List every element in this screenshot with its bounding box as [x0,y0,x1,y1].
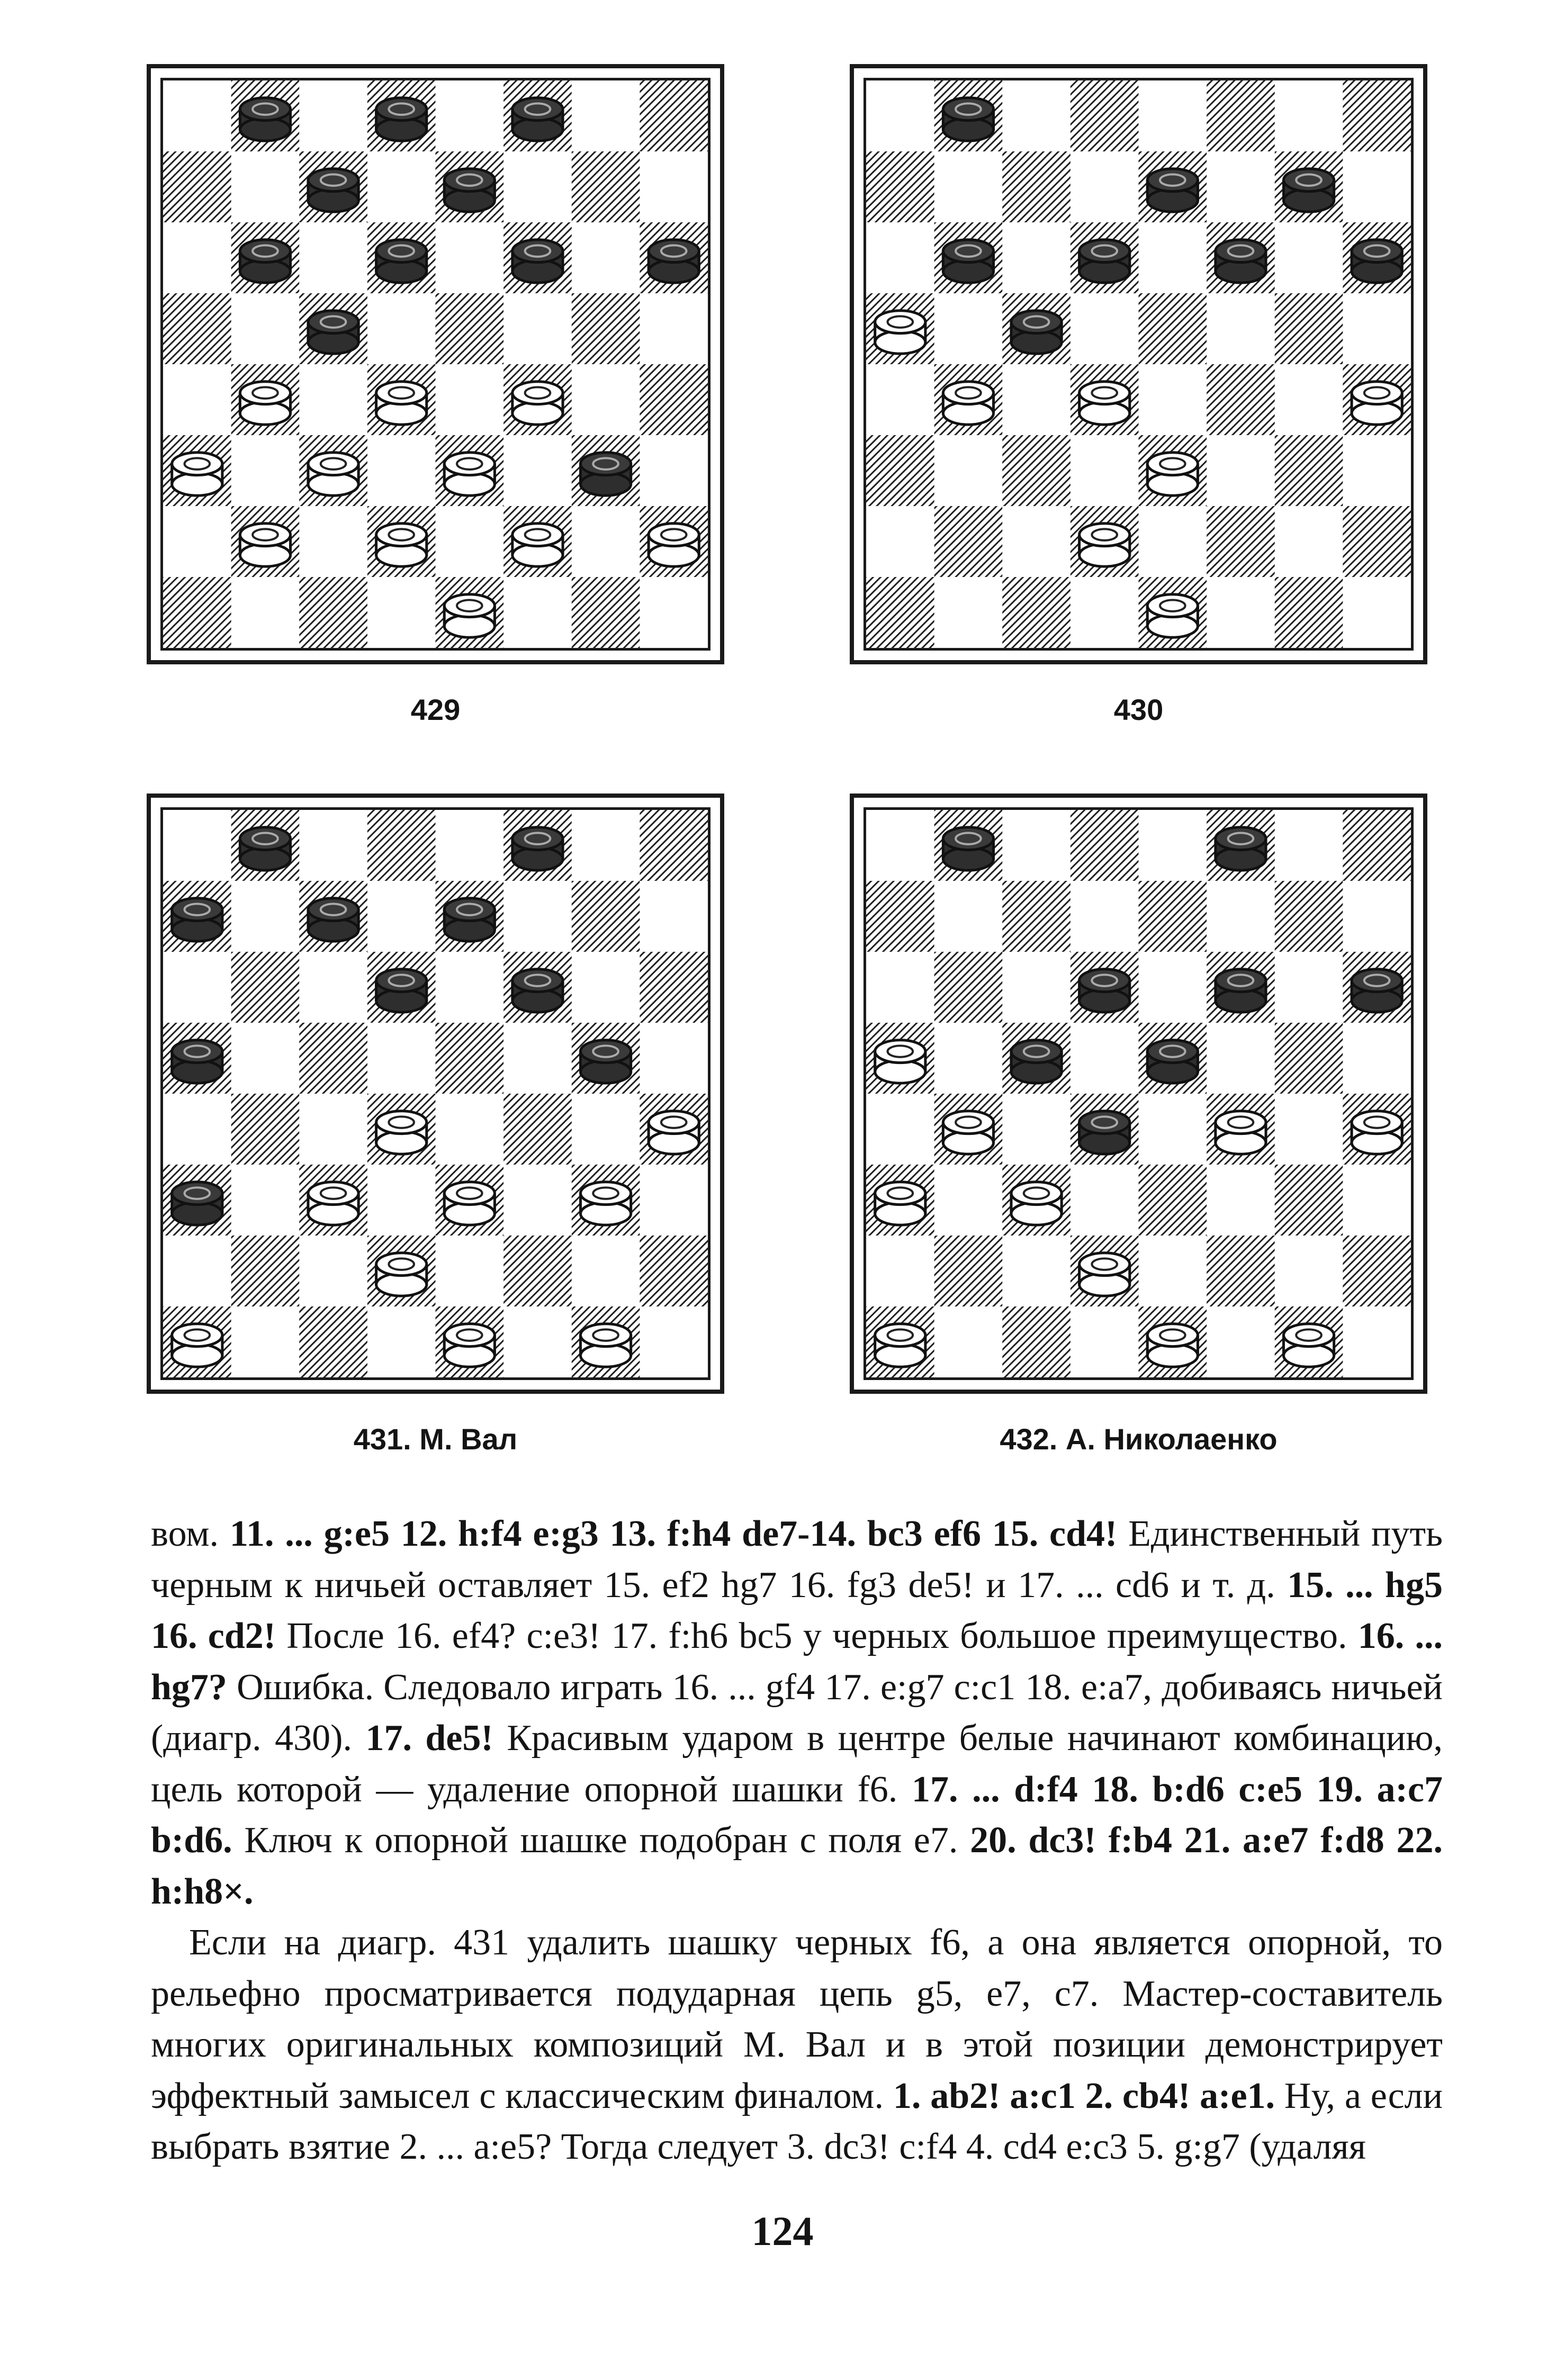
light-square [436,1094,504,1165]
light-square [1002,364,1071,436]
dark-square [299,1306,367,1377]
light-square [572,1236,640,1307]
dark-square [503,1094,572,1165]
white-piece[interactable] [875,311,925,354]
light-square [572,80,640,152]
diagram-430-board [850,64,1427,664]
light-square [231,435,300,507]
page-number: 124 [751,2208,814,2254]
body-text [151,1509,1443,2173]
black-piece[interactable] [240,827,290,870]
light-square [1002,80,1071,152]
paragraph [151,1509,1443,1917]
light-square [367,435,436,507]
light-square [866,364,934,436]
light-square [1139,1094,1207,1165]
white-piece[interactable] [1147,1324,1198,1367]
black-piece[interactable] [376,240,427,283]
dark-square [934,506,1003,578]
black-piece[interactable] [1080,969,1130,1012]
black-piece[interactable] [240,240,290,283]
light-square [436,364,504,436]
dark-square [1002,435,1071,507]
black-piece[interactable] [1080,240,1130,283]
dark-square [1275,881,1343,952]
dark-square [231,1236,300,1307]
light-square [1139,222,1207,294]
light-square [1343,293,1411,365]
light-square [231,1023,300,1094]
light-square [231,1306,300,1377]
black-piece[interactable] [1283,169,1334,212]
light-square [1139,506,1207,578]
light-square [231,881,300,952]
light-square [866,1236,934,1307]
dark-square [640,810,708,881]
dark-square [1139,1165,1207,1236]
dark-square [934,1236,1003,1307]
white-piece[interactable] [1352,382,1402,425]
white-piece[interactable] [1216,1111,1266,1154]
dark-square [163,577,231,648]
dark-square [934,952,1003,1023]
light-square [1071,1165,1139,1236]
light-square [572,952,640,1023]
dark-square [1207,506,1275,578]
move-notation: 1. ab2! a:c1 2. cb4! a:e1. [893,2075,1275,2116]
light-square [1275,506,1343,578]
white-piece[interactable] [875,1182,925,1225]
light-square [1071,1306,1139,1377]
light-square [1139,952,1207,1023]
white-piece[interactable] [172,1324,222,1367]
diagram-431-board [147,794,724,1394]
white-piece[interactable] [444,1324,494,1367]
diagram-432-board [850,794,1427,1394]
light-square [1275,222,1343,294]
light-square [1343,1306,1411,1377]
light-square [163,80,231,152]
white-piece[interactable] [376,1111,427,1154]
light-square [1002,810,1071,881]
white-piece[interactable] [512,382,563,425]
light-square [231,293,300,365]
light-square [1071,151,1139,223]
white-piece[interactable] [308,1182,358,1225]
board-svg [866,810,1411,1377]
dark-square [503,1236,572,1307]
light-square [572,506,640,578]
light-square [640,577,708,648]
light-square [163,222,231,294]
black-piece[interactable] [172,898,222,941]
light-square [1071,435,1139,507]
light-square [1343,1023,1411,1094]
light-square [503,1306,572,1377]
dark-square [572,293,640,365]
black-piece[interactable] [1011,1040,1062,1083]
light-square [367,881,436,952]
black-piece[interactable] [308,311,358,354]
board-svg [163,80,708,648]
dark-square [640,952,708,1023]
dark-square [866,151,934,223]
light-square [572,810,640,881]
light-square [640,293,708,365]
dark-square [436,1023,504,1094]
light-square [436,80,504,152]
dark-square [1207,80,1275,152]
white-piece[interactable] [943,382,993,425]
text-run: Если на диагр. 431 удалить шашку черных f6, а она является опорной, то рельефно просматривается подударная цепь g5, e7, c7. Мастер-составитель многих оригинальных композиций М. Вал и в этой позиции демонстрирует эффектный замысел с классическим финалом. [151,1922,1443,2116]
dark-square [572,577,640,648]
dark-square [1071,80,1139,152]
dark-square [1002,577,1071,648]
light-square [436,506,504,578]
light-square [299,1094,367,1165]
light-square [163,952,231,1023]
light-square [163,1094,231,1165]
dark-square [1207,364,1275,436]
dark-square [1343,810,1411,881]
light-square [367,1023,436,1094]
black-piece[interactable] [172,1182,222,1225]
white-piece[interactable] [1147,453,1198,495]
dark-square [1002,1306,1071,1377]
light-square [1207,1023,1275,1094]
white-piece[interactable] [376,382,427,425]
white-piece[interactable] [512,524,563,566]
light-square [436,810,504,881]
black-piece[interactable] [376,98,427,141]
light-square [1207,1165,1275,1236]
dark-square [1275,577,1343,648]
light-square [1139,1236,1207,1307]
light-square [1139,364,1207,436]
move-notation: 17. de5! [365,1718,493,1759]
black-piece[interactable] [1216,240,1266,283]
white-piece[interactable] [875,1324,925,1367]
black-piece[interactable] [1080,1111,1130,1154]
dark-square [299,577,367,648]
light-square [934,1165,1003,1236]
white-piece[interactable] [308,453,358,495]
dark-square [1275,435,1343,507]
white-piece[interactable] [1080,382,1130,425]
white-piece[interactable] [943,1111,993,1154]
light-square [934,577,1003,648]
light-square [163,1236,231,1307]
white-piece[interactable] [1283,1324,1334,1367]
dark-square [866,435,934,507]
white-piece[interactable] [240,524,290,566]
black-piece[interactable] [580,1040,631,1083]
text-run: Красивым ударом в центре белые начинают комбинацию, цель которой — удаление опорной шашки f6. [151,1718,1443,1810]
light-square [231,577,300,648]
light-square [1207,293,1275,365]
dark-square [572,881,640,952]
light-square [640,881,708,952]
light-square [1207,151,1275,223]
light-square [934,151,1003,223]
light-square [503,577,572,648]
light-square [1071,1023,1139,1094]
light-square [934,435,1003,507]
light-square [503,435,572,507]
move-notation: 15. ... hg5 16. cd2! [151,1564,1443,1656]
black-piece[interactable] [580,453,631,495]
black-piece[interactable] [512,827,563,870]
light-square [1275,810,1343,881]
light-square [1275,952,1343,1023]
black-piece[interactable] [444,898,494,941]
light-square [1139,80,1207,152]
light-square [1002,1094,1071,1165]
dark-square [231,1094,300,1165]
light-square [1207,435,1275,507]
white-piece[interactable] [649,524,699,566]
light-square [503,1023,572,1094]
light-square [367,151,436,223]
white-piece[interactable] [1080,1253,1130,1296]
light-square [436,1236,504,1307]
light-square [866,506,934,578]
light-square [866,1094,934,1165]
light-square [1002,952,1071,1023]
black-piece[interactable] [512,969,563,1012]
move-notation: 17. ... d:f4 18. b:d6 c:e5 19. a:c7 b:d6. [151,1769,1443,1861]
light-square [231,151,300,223]
white-piece[interactable] [240,382,290,425]
light-square [866,952,934,1023]
light-square [367,1165,436,1236]
black-piece[interactable] [1216,969,1266,1012]
light-square [1071,881,1139,952]
dark-square [866,881,934,952]
light-square [367,293,436,365]
dark-square [163,293,231,365]
light-square [572,1094,640,1165]
dark-square [367,810,436,881]
move-notation: 11. ... g:e5 12. h:f4 e:g3 13. f:h4 de7-14. bc3 ef6 15. cd4! [229,1513,1118,1554]
white-piece[interactable] [1147,594,1198,637]
dark-square [1275,1023,1343,1094]
light-square [866,810,934,881]
dark-square [1343,80,1411,152]
diagram-429-caption: 429 [410,693,461,726]
light-square [367,577,436,648]
board-svg [163,810,708,1377]
white-piece[interactable] [1352,1111,1402,1154]
light-square [299,364,367,436]
dark-square [572,151,640,223]
light-square [367,1306,436,1377]
dark-square [1002,881,1071,952]
text-run: вом. [151,1513,230,1554]
light-square [299,506,367,578]
light-square [934,1023,1003,1094]
black-piece[interactable] [376,969,427,1012]
dark-square [1071,810,1139,881]
light-square [299,1236,367,1307]
diagram-430-caption: 430 [1113,693,1164,726]
light-square [1071,577,1139,648]
text-run: Единственный путь черным к ничьей оставляет 15. ef2 hg7 16. fg3 de5! и 17. ... cd6 и т. д. [151,1513,1443,1606]
paragraph [151,1917,1443,2173]
light-square [1275,80,1343,152]
black-piece[interactable] [1147,1040,1198,1083]
dark-square [1139,881,1207,952]
black-piece[interactable] [444,169,494,212]
light-square [1343,151,1411,223]
white-piece[interactable] [580,1324,631,1367]
light-square [1139,810,1207,881]
light-square [1207,881,1275,952]
dark-square [436,293,504,365]
black-piece[interactable] [943,827,993,870]
black-piece[interactable] [1352,240,1402,283]
black-piece[interactable] [943,98,993,141]
black-piece[interactable] [1011,311,1062,354]
dark-square [640,364,708,436]
light-square [1207,577,1275,648]
light-square [934,293,1003,365]
dark-square [299,1023,367,1094]
light-square [640,1023,708,1094]
light-square [1343,881,1411,952]
light-square [866,80,934,152]
dark-square [231,952,300,1023]
dark-square [866,577,934,648]
light-square [866,222,934,294]
black-piece[interactable] [943,240,993,283]
white-piece[interactable] [444,1182,494,1225]
black-piece[interactable] [308,898,358,941]
text-run: Ошибка. Следовало играть 16. ... gf4 17. e:g7 c:c1 18. e:a7, добиваясь ничьей (диагр. 430). [151,1666,1443,1759]
dark-square [1207,1236,1275,1307]
dark-square [640,1236,708,1307]
light-square [503,151,572,223]
light-square [163,506,231,578]
white-piece[interactable] [1011,1182,1062,1225]
black-piece[interactable] [649,240,699,283]
white-piece[interactable] [1080,524,1130,566]
move-notation: 20. dc3! f:b4 21. a:e7 f:d8 22. h:h8×. [151,1820,1443,1912]
dark-square [163,151,231,223]
dark-square [640,80,708,152]
light-square [1275,364,1343,436]
board-svg [866,80,1411,648]
dark-square [1002,151,1071,223]
white-piece[interactable] [376,524,427,566]
dark-square [1343,506,1411,578]
white-piece[interactable] [875,1040,925,1083]
light-square [1207,1306,1275,1377]
light-square [1343,435,1411,507]
light-square [1071,293,1139,365]
dark-square [1139,293,1207,365]
light-square [1002,222,1071,294]
light-square [934,1306,1003,1377]
diagram-429-board [147,64,724,664]
dark-square [1343,1236,1411,1307]
light-square [1275,1094,1343,1165]
light-square [640,1165,708,1236]
black-piece[interactable] [1352,969,1402,1012]
diagram-431-caption: 431. М. Вал [353,1422,518,1456]
light-square [572,222,640,294]
light-square [436,952,504,1023]
black-piece[interactable] [308,169,358,212]
white-piece[interactable] [649,1111,699,1154]
light-square [299,80,367,152]
light-square [299,952,367,1023]
light-square [231,1165,300,1236]
light-square [503,293,572,365]
light-square [299,222,367,294]
move-notation: 16. ... hg7? [151,1616,1443,1708]
light-square [640,151,708,223]
black-piece[interactable] [1147,169,1198,212]
light-square [640,1306,708,1377]
light-square [640,435,708,507]
diagram-432-caption: 432. А. Николаенко [1000,1422,1278,1456]
light-square [572,364,640,436]
dark-square [1275,293,1343,365]
white-piece[interactable] [444,594,494,637]
white-piece[interactable] [444,453,494,495]
black-piece[interactable] [512,240,563,283]
white-piece[interactable] [376,1253,427,1296]
light-square [503,881,572,952]
white-piece[interactable] [172,453,222,495]
black-piece[interactable] [240,98,290,141]
text-run: Ключ к опорной шашке подобран с поля e7. [232,1820,970,1861]
white-piece[interactable] [580,1182,631,1225]
black-piece[interactable] [1216,827,1266,870]
light-square [503,1165,572,1236]
text-run: Ну, а если выбрать взятие 2. ... a:e5? Тогда следует 3. dc3! c:f4 4. cd4 e:c3 5. g:g7 (удаляя [151,2075,1443,2167]
text-run: После 16. ef4? c:e3! 17. f:h6 bc5 у черных большое преимущество. [276,1616,1358,1656]
light-square [1275,1236,1343,1307]
light-square [934,881,1003,952]
black-piece[interactable] [172,1040,222,1083]
light-square [163,810,231,881]
light-square [163,364,231,436]
light-square [1002,1236,1071,1307]
light-square [1002,506,1071,578]
black-piece[interactable] [512,98,563,141]
light-square [1343,577,1411,648]
light-square [299,810,367,881]
dark-square [1275,1165,1343,1236]
light-square [436,222,504,294]
light-square [1343,1165,1411,1236]
